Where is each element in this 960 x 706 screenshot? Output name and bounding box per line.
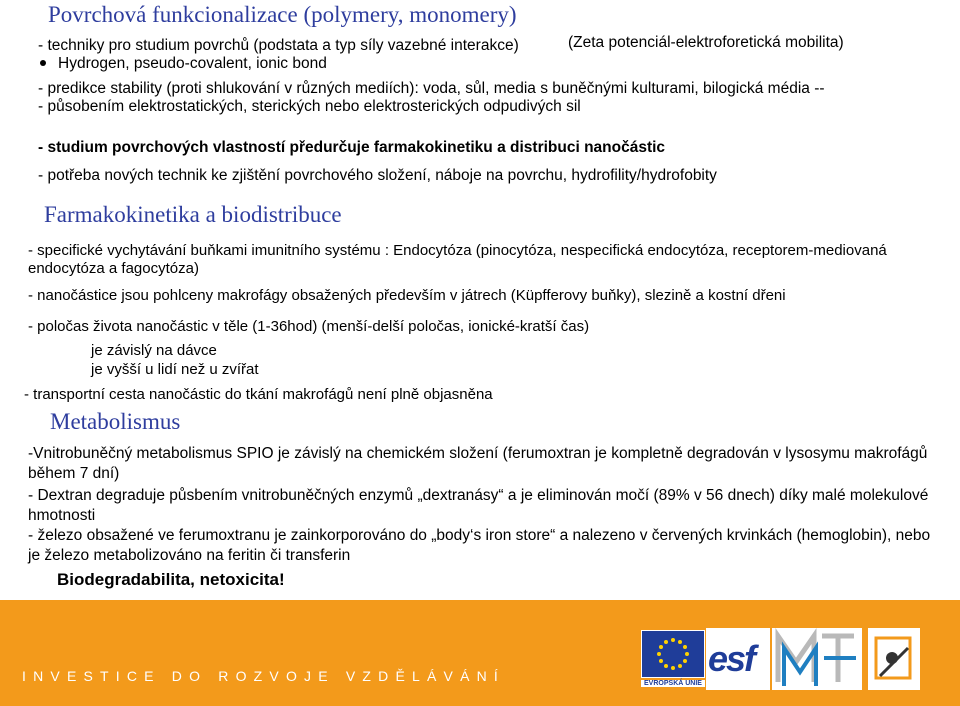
line-forces: - působením elektrostatických, sterických nebo elektrosterických odpudivých sil [38,98,581,115]
line-macrophages: - nanočástice jsou pohlceny makrofágy obsažených především v játrech (Küpfferovy buňky), slezině a kostní dřeni [28,287,786,304]
heading-pharmacokinetics: Farmakokinetika a biodistribuce [44,202,342,227]
line-bonds: Hydrogen, pseudo-covalent, ionic bond [58,55,327,72]
op-logo-icon [868,628,920,690]
footer-bar [0,600,960,706]
line-techniques: - techniky pro studium povrchů (podstata a typ síly vazebné interakce) [38,37,519,54]
line-new-techniques: - potřeba nových technik ke zjištění povrchového složení, náboje na povrchu, hydrofility/hydrofobity [38,167,717,184]
bullet-icon [40,60,46,66]
line-zeta: (Zeta potenciál-elektroforetická mobilita) [568,34,844,51]
line-stability: - predikce stability (proti shlukování v různých mediích): voda, sůl, media s buněčnými kulturami, bilogická média -- [38,80,825,97]
para-iron: - železo obsažené ve ferumoxtranu je zainkorporováno do „body‘s iron store“ a nalezeno v červených krvinkách (hemoglobin), nebo je železo metabolizováno na feritin či transferin [28,527,931,564]
conclusion: Biodegradabilita, netoxicita! [57,570,285,589]
bullet-item [40,55,327,73]
line-halflife: - poločas života nanočástic v těle (1-36hod) (menší-delší poločas, ionické-kratší čas) [28,318,590,335]
line-uptake: - specifické vychytávání buňkami imunitního systému : Endocytóza (pinocytóza, nespecifická endocytóza, receptorem-mediovaná endocytóza a fagocytóza) [28,242,887,277]
eu-label: EVROPSKÁ UNIE [641,680,705,687]
line-humans: je vyšší u lidí než u zvířat [91,361,259,378]
msmt-logo-icon [772,628,862,690]
para-dextran: - Dextran degraduje půsbením vnitrobuněčných enzymů „dextranásy“ a je eliminován močí (89% v 56 dnech) díky malé molekulové hmotnosti [28,487,929,524]
para-spio: -Vnitrobuněčný metabolismus SPIO je závislý na chemickém složení (ferumoxtran je kompletně degradován v lysosymu makrofágů během 7 dní) [28,445,928,482]
line-transport: - transportní cesta nanočástic do tkání makrofágů není plně objasněna [24,386,493,403]
heading-metabolism: Metabolismus [50,409,181,434]
heading-surface: Povrchová funkcionalizace (polymery, monomery) [48,2,517,27]
line-dose: je závislý na dávce [91,342,217,359]
esf-logo [706,628,770,690]
eu-flag-icon [641,630,705,678]
line-properties: - studium povrchových vlastností předurčuje farmakokinetiku a distribuci nanočástic [38,139,666,156]
esf-label: esf [708,638,755,679]
footer-text: INVESTICE DO ROZVOJE VZDĚLÁVÁNÍ [22,668,506,684]
